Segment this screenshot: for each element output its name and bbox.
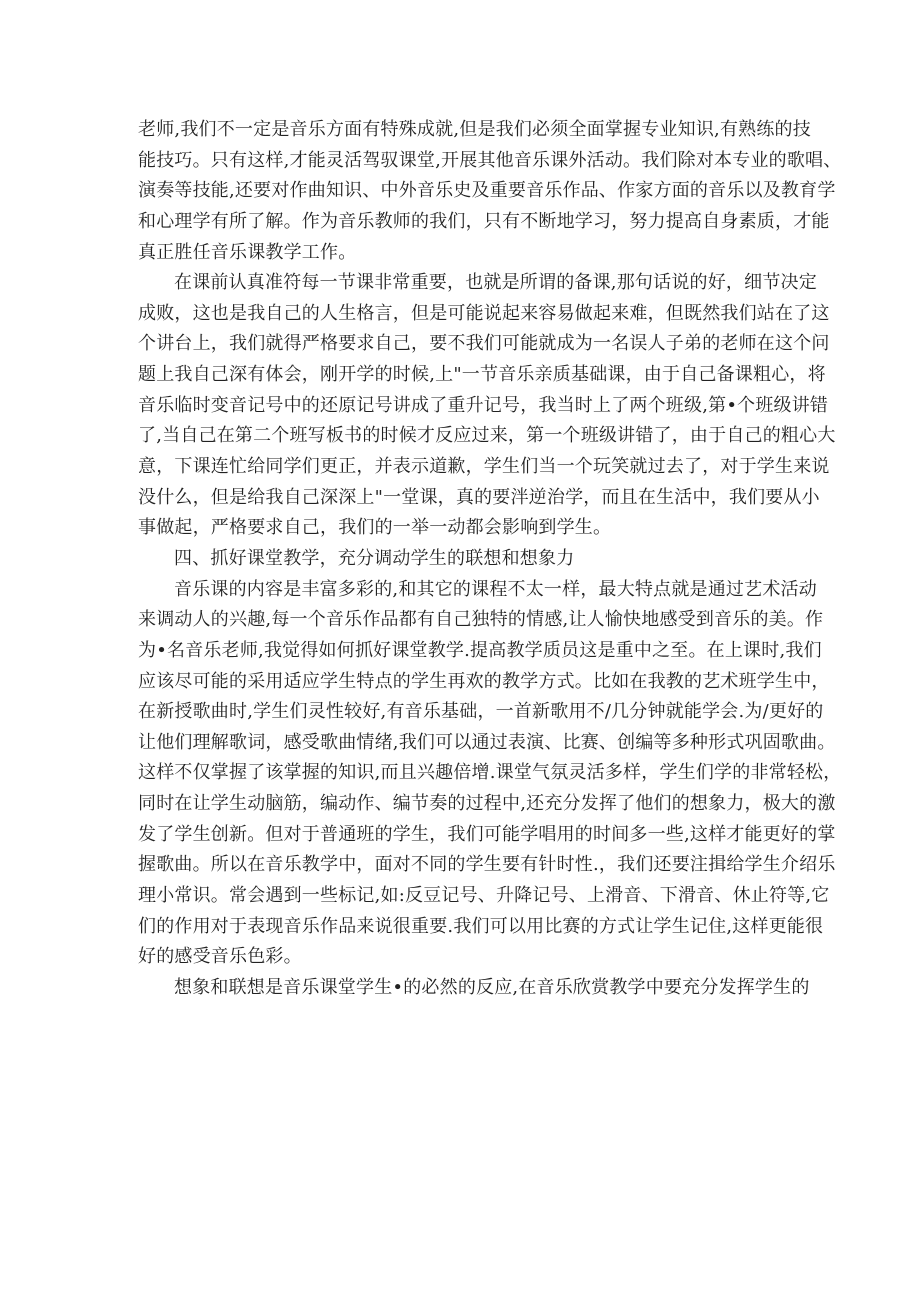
text-line: 音乐临时变音记号中的还原记号讲成了重升记号，我当时上了两个班级,第•个班级讲错 — [138, 394, 829, 416]
text-line: 为•名音乐老师,我觉得如何抓好课堂教学.提高教学质员这是重中之至。在上课时,我们 — [138, 639, 822, 661]
paragraph — [138, 268, 836, 544]
text-line: 演奏等技能,还要对作曲知识、中外音乐史及重要音乐作品、作家方面的音乐以及教育学 — [138, 180, 836, 202]
text-line: 能技巧。只有这样,才能灵活驾驭课堂,开展其他音乐课外活动。我们除对本专业的歌唱、 — [138, 149, 842, 171]
text-line: 握歌曲。所以在音乐教学中，面对不同的学生要有针时性.，我们还要注揖给学生介绍乐 — [138, 854, 836, 876]
paragraph — [138, 973, 810, 1004]
text-line: 老师,我们不一定是音乐方面有特殊成就,但是我们必须全面掌握专业知识,有熟练的技 — [138, 119, 811, 140]
text-line: 真正胜任音乐课教学工作。 — [138, 241, 357, 263]
text-line: 音乐课的内容是丰富多彩的,和其它的课程不太一样，最大特点就是通过艺术活动 — [174, 578, 817, 600]
text-line: 四、抓好课堂教学，充分调动学生的联想和想象力 — [174, 547, 575, 569]
text-line: 事做起，严格要求自己，我们的一举一动都会影响到学生。 — [138, 517, 612, 539]
text-line: 发了学生创新。但对于普通班的学生，我们可能学唱用的时间多一些,这样才能更好的掌 — [138, 823, 836, 845]
text-line: 这样不仅掌握了该掌握的知识,而且兴趣倍增.课堂气氛灵活多样，学生们学的非常轻松， — [138, 762, 842, 784]
text-line: 想象和联想是音乐课堂学生•的必然的反应,在音乐欣赏教学中要充分发挥学生的 — [174, 976, 810, 998]
text-line: 个讲台上，我们就得严格要求自己，要不我们可能就成为一名误人子弟的老师在这个问 — [138, 333, 830, 355]
section-heading — [138, 544, 788, 575]
text-line: 成败，这也是我自己的人生格言，但是可能说起来容易做起来难，但既然我们站在了这 — [138, 302, 830, 324]
text-line: 理小常识。常会遇到一些标记,如:反豆记号、升降记号、上滑音、下滑音、休止符等,它 — [138, 885, 830, 907]
text-line: 没什么，但是给我自己深深上"一堂课，真的要泮逆治学，而且在生活中，我们要从小 — [138, 486, 820, 508]
text-line: 在课前认真准符每一节课非常重要，也就是所谓的备课,那句话说的好，细节决定 — [174, 272, 817, 294]
text-line: 们的作用对于表现音乐作品来说很重要.我们可以用比赛的方式让学生记住,这样更能很 — [138, 915, 824, 937]
text-line: 来调动人的兴趣,每一个音乐作品都有自己独特的情感,让人愉快地感受到音乐的美。作 — [138, 609, 824, 631]
text-line: 让他们理解歌词，感受歌曲情绪,我们可以通过表演、比赛、创编等多种形式巩固歌曲。 — [138, 731, 836, 753]
text-line: 和心理学有所了解。作为音乐教师的我们，只有不断地学习，努力提高自身素质，才能 — [138, 210, 830, 232]
paragraph — [138, 115, 842, 268]
paragraph — [138, 575, 842, 973]
text-line: 同时在让学生动脑筋，编动作、编节奏的过程中,还充分发挥了他们的想象力，极大的激 — [138, 793, 836, 815]
text-line: 题上我自己深有体会，刚开学的时候,上"一节音乐亲质基础课，由于自己备课粗心，将 — [138, 364, 826, 386]
document-body — [138, 115, 842, 1004]
text-line: 好的感受音乐色彩。 — [138, 946, 302, 968]
text-line: 了,当自己在第二个班写板书的时候才反应过来，第一个班级讲错了，由于自己的粗心大 — [138, 425, 836, 447]
text-line: 意，下课连忙给同学们更正，并表示道歉，学生们当一个玩笑就过去了，对于学生来说 — [138, 456, 830, 478]
text-line: 应该尽可能的采用适应学生特点的学生再欢的教学方式。比如在我教的艺术班学生中， — [138, 670, 830, 692]
text-line: 在新授歌曲时,学生们灵性较好,有音乐基础，一首新歌用不/几分钟就能学会.为/更好的 — [138, 701, 824, 723]
